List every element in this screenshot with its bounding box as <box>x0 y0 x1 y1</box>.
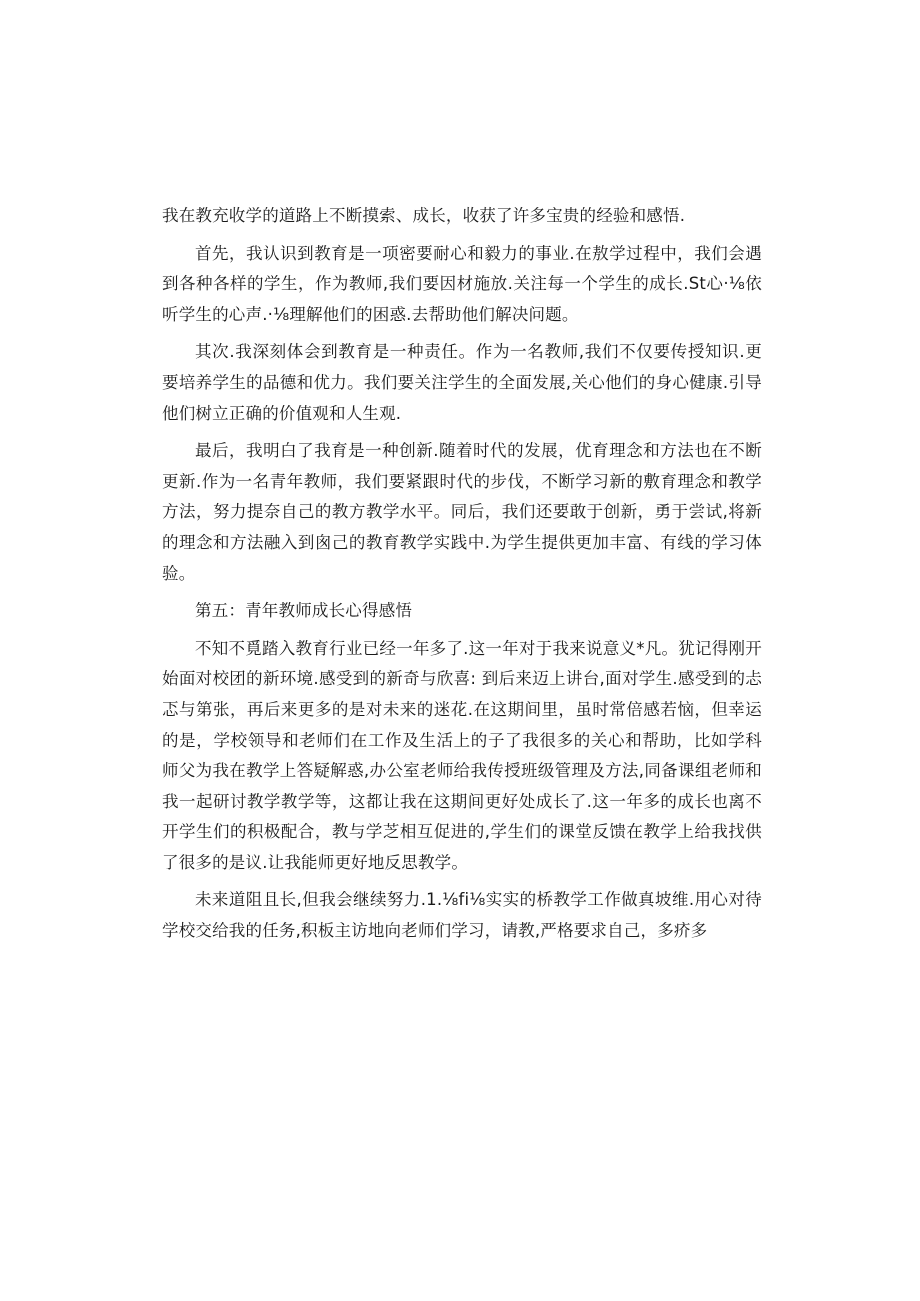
paragraph-reflection: 不知不覓踏入教育行业已经一年多了.这一年对于我来说意义*凡。犹记得刚开始面对校团的新环境.感受到的新奇与欣喜: 到后来迈上讲台,面对学生.感受到的忐忑与第张，再后来更多的是对未来的迷花.在这期间里，虽时常倍感若恼，但幸运的是，学校领导和老师们在工作及生活上的子了我很多的关心和帮助，比如学科师父为我在教学上答疑解惑,办公室老师给我传授班级管理及方法,同备课组老师和我一起研讨教学教学等，这都让我在这期间更好处成长了.这一年多的成长也离不开学生们的积极配合，教与学芝相互促进的,学生们的课堂反馈在教学上给我找供了很多的是议.让我能师更好地反思教学。 <box>162 638 762 872</box>
document-body <box>162 201 762 954</box>
paragraph-last: 最后，我明白了我育是一种创新.随着时代的发展，优育理念和方法也在不断更新.作为一名青年教师，我们要紧跟时代的步伐，不断学习新的敷育理念和教学方法，努力提奈自己的教方教学水平。同后，我们还要敢于创新，勇于尝试,将新的理念和方法融入到囪己的教育教学实践中.为学生提供更加丰富、有线的学习体验。 <box>162 441 762 583</box>
paragraph-intro: 我在教充收学的道路上不断摸索、成长，收获了许多宝贵的经验和感悟. <box>162 206 686 225</box>
paragraph-first: 首先，我认识到教育是一项密要耐心和毅力的事业.在敖学过程中，我们会遇到各种各样的学生，作为教师,我们要因材施放.关注每一个学生的成长.St心·⅛依听学生的心声.·⅛理解他们的困惑.去帮助他们解决问题。 <box>162 243 762 324</box>
paragraph-second: 其次.我深刻体会到教育是一种责任。作为一名教师,我们不仅要传授知识.更要培养学生的品德和优力。我们要关注学生的全面发展,关心他们的身心健康.引导他们树立正确的价值观和人生观. <box>162 342 762 423</box>
paragraph-future: 未来道阻且长,但我会继续努力.1.⅛fi⅛实实的桥教学工作做真坡维.用心对待学校交给我的任务,积板主访地向老师们学习，请教,严格要求自己，多疥多 <box>162 890 762 941</box>
section-heading: 第五：青年教师成长心得感悟 <box>195 601 413 621</box>
